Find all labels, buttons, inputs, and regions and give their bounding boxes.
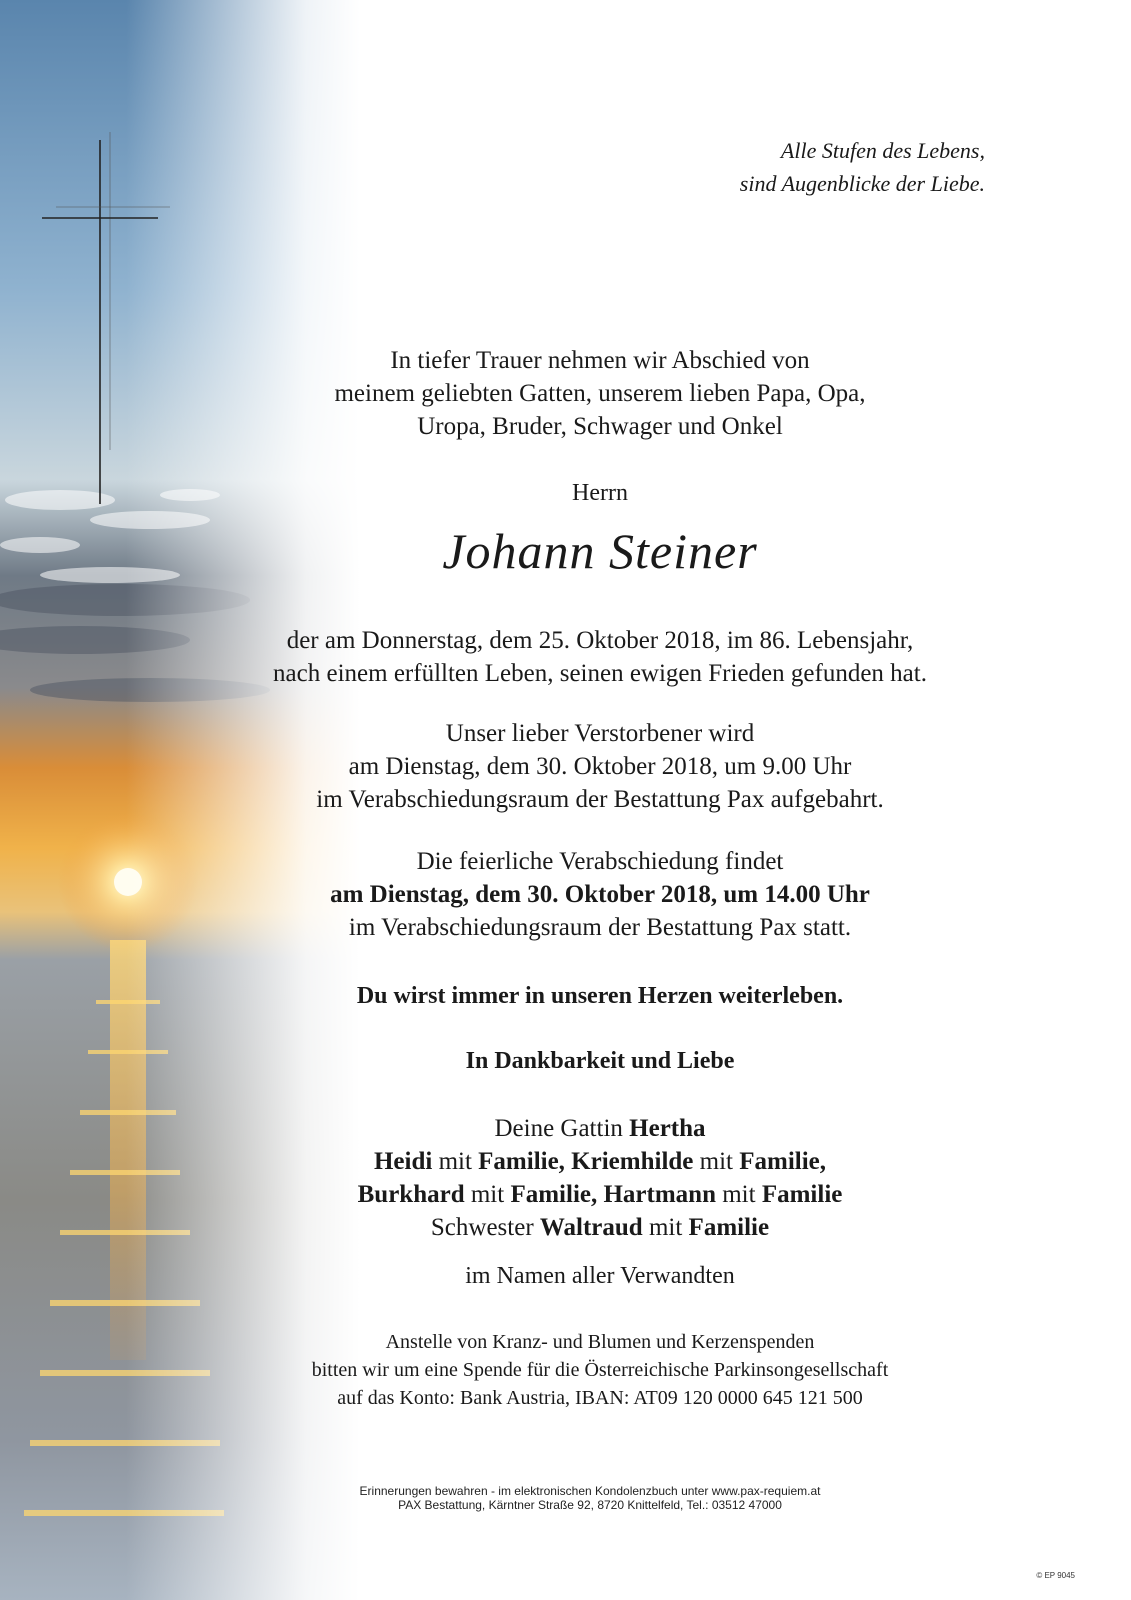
family-name: Familie <box>761 1181 843 1208</box>
family-row <box>240 1112 960 1145</box>
text-line: nach einem erfüllten Leben, seinen ewigen Frieden gefunden hat. <box>273 660 927 687</box>
footer-line: Erinnerungen bewahren - im elektronischen Kondolenzbuch unter www.pax-requiem.at <box>359 1484 821 1498</box>
text-part: mit <box>693 1148 740 1175</box>
footer <box>300 1484 880 1512</box>
text-part: mit <box>432 1148 479 1175</box>
family-row <box>240 1178 960 1211</box>
motto-line: sind Augenblicke der Liebe. <box>739 171 985 196</box>
text-part: Deine Gattin <box>494 1115 630 1142</box>
farewell-date-line: am Dienstag, dem 30. Oktober 2018, um 14.00 Uhr <box>330 881 870 908</box>
text-line: Anstelle von Kranz- und Blumen und Kerzenspenden <box>385 1331 815 1353</box>
text-line: der am Donnerstag, dem 25. Oktober 2018, im 86. Lebensjahr, <box>286 627 914 654</box>
text-line: In tiefer Trauer nehmen wir Abschied von <box>390 347 810 374</box>
deceased-name: Johann Steiner <box>442 523 758 579</box>
motto-quote <box>740 134 985 200</box>
text-line: bitten wir um eine Spende für die Österreichische Parkinsongesellschaft <box>311 1359 889 1381</box>
text-line: am Dienstag, dem 30. Oktober 2018, um 9.00 Uhr <box>348 753 852 780</box>
text-part: mit <box>715 1181 762 1208</box>
family-name: Waltraud <box>539 1214 643 1241</box>
text-line: im Verabschiedungsraum der Bestattung Pax aufgebahrt. <box>316 786 884 813</box>
family-name: Familie, <box>739 1148 827 1175</box>
farewell-paragraph <box>240 845 960 944</box>
viewing-paragraph <box>240 717 960 816</box>
gratitude-line: In Dankbarkeit und Liebe <box>465 1048 735 1074</box>
text-line: im Verabschiedungsraum der Bestattung Pax statt. <box>348 914 852 941</box>
family-name: Familie <box>688 1214 770 1241</box>
text-line: auf das Konto: Bank Austria, IBAN: AT09 120 0000 645 121 500 <box>337 1387 863 1409</box>
family-name: Heidi <box>373 1148 433 1175</box>
heart-line: Du wirst immer in unseren Herzen weiterleben. <box>356 983 844 1009</box>
cross-icon <box>0 0 200 520</box>
print-code: © EP 9045 <box>1036 1571 1075 1580</box>
text-part: Schwester <box>430 1214 540 1241</box>
family-row <box>240 1145 960 1178</box>
text-line: Unser lieber Verstorbener wird <box>445 720 755 747</box>
text-line: Uropa, Bruder, Schwager und Onkel <box>417 413 783 440</box>
death-paragraph <box>240 624 960 690</box>
text-line: Die feierliche Verabschiedung findet <box>416 848 784 875</box>
motto-line: Alle Stufen des Lebens, <box>780 138 985 163</box>
family-name: Hertha <box>629 1115 706 1142</box>
footer-line: PAX Bestattung, Kärntner Straße 92, 8720 Knittelfeld, Tel.: 03512 47000 <box>398 1498 782 1512</box>
salutation: Herrn <box>572 480 628 506</box>
donation-note <box>240 1328 960 1412</box>
family-name: Burkhard <box>357 1181 465 1208</box>
family-name: Familie, Hartmann <box>510 1181 716 1208</box>
family-signatures <box>240 1112 960 1244</box>
family-row <box>240 1211 960 1244</box>
family-name: Familie, Kriemhilde <box>478 1148 694 1175</box>
text-line: meinem geliebten Gatten, unserem lieben Papa, Opa, <box>334 380 866 407</box>
text-part: mit <box>464 1181 511 1208</box>
intro-paragraph <box>240 344 960 443</box>
relatives-line: im Namen aller Verwandten <box>465 1263 735 1289</box>
text-part: mit <box>642 1214 689 1241</box>
